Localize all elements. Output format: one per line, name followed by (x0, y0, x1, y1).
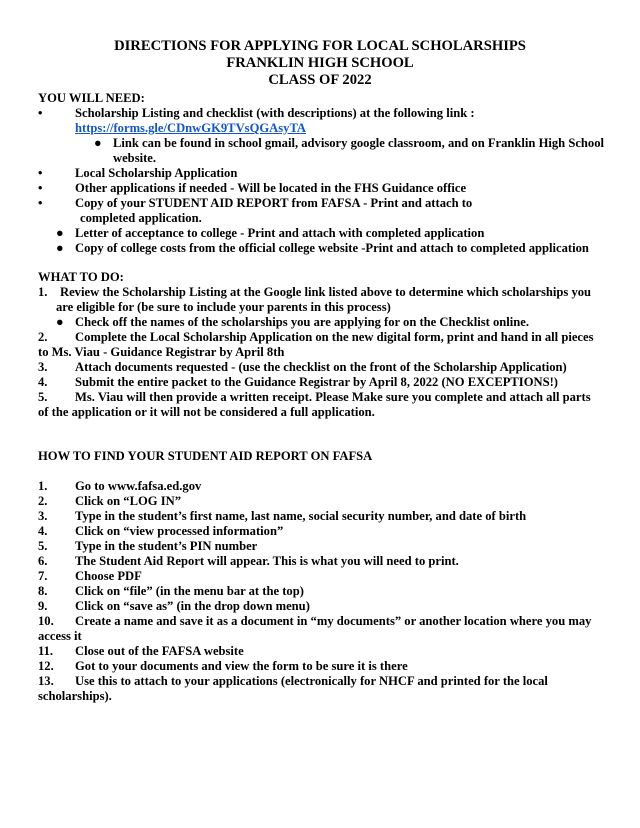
step-number: 3. (38, 360, 48, 374)
todo-step-5-cont: of the application or it will not be considered a full application. (38, 405, 375, 419)
need-item-sar: Copy of your STUDENT AID REPORT from FAFSA - Print and attach to (75, 196, 473, 210)
step-number: 5. (38, 539, 48, 553)
fafsa-step: Click on “view processed information” (75, 524, 284, 538)
todo-step-1-sub: Check off the names of the scholarships you are applying for on the Checklist online. (75, 315, 529, 329)
sub-bullet: ● (56, 226, 64, 240)
need-item-acceptance: Letter of acceptance to college - Print and attach with completed application (75, 226, 485, 240)
need-sub-item-cont: website. (113, 151, 157, 165)
bullet: • (38, 181, 43, 195)
step-number: 13. (38, 674, 54, 688)
fafsa-heading: HOW TO FIND YOUR STUDENT AID REPORT ON FAFSA (38, 449, 373, 463)
step-number: 5. (38, 390, 48, 404)
step-number: 10. (38, 614, 54, 628)
fafsa-step: Type in the student’s first name, last name, social security number, and date of birth (75, 509, 527, 523)
step-number: 4. (38, 524, 48, 538)
bullet: • (38, 166, 43, 180)
step-number: 6. (38, 554, 48, 568)
step-number: 2. (38, 330, 48, 344)
need-sub-item: Link can be found in school gmail, advisory google classroom, and on Franklin High School (113, 136, 605, 150)
fafsa-step: Got to your documents and view the form to be sure it is there (75, 659, 408, 673)
fafsa-step: Close out of the FAFSA website (75, 644, 244, 658)
need-heading: YOU WILL NEED: (38, 91, 145, 105)
bullet: • (38, 196, 43, 210)
need-item-listing: Scholarship Listing and checklist (with descriptions) at the following link : (75, 106, 475, 120)
sub-bullet: ● (56, 241, 64, 255)
step-number: 4. (38, 375, 48, 389)
bullet: • (38, 106, 43, 120)
need-item-sar-cont: completed application. (80, 211, 202, 225)
todo-step-3: Attach documents requested - (use the checklist on the front of the Scholarship Application) (75, 360, 567, 374)
document-title: DIRECTIONS FOR APPLYING FOR LOCAL SCHOLARSHIPS (114, 38, 526, 54)
scholarship-form-link[interactable]: https://forms.gle/CDnwGK9TVsQGAsyTA (75, 121, 307, 135)
fafsa-step: Use this to attach to your applications (electronically for NHCF and printed for the local (75, 674, 548, 688)
todo-step-2: Complete the Local Scholarship Application on the new digital form, print and hand in all pieces (75, 330, 594, 344)
fafsa-step: Go to www.fafsa.ed.gov (75, 479, 202, 493)
fafsa-step: Click on “file” (in the menu bar at the top) (75, 584, 304, 598)
need-item-application: Local Scholarship Application (75, 166, 238, 180)
step-number: 1. (38, 285, 48, 299)
need-item-other: Other applications if needed - Will be located in the FHS Guidance office (75, 181, 467, 195)
step-number: 7. (38, 569, 48, 583)
fafsa-step: Click on “save as” (in the drop down menu) (75, 599, 310, 613)
fafsa-step: Type in the student’s PIN number (75, 539, 258, 553)
fafsa-step-cont: scholarships). (38, 689, 112, 703)
step-number: 2. (38, 494, 48, 508)
fafsa-step-cont: access it (38, 629, 82, 643)
todo-step-2-cont: to Ms. Viau - Guidance Registrar by April 8th (38, 345, 285, 359)
class-year: CLASS OF 2022 (268, 72, 372, 88)
fafsa-step: Choose PDF (75, 569, 142, 583)
fafsa-step: Click on “LOG IN” (75, 494, 182, 508)
todo-step-1-cont: are eligible for (be sure to include your parents in this process) (56, 300, 391, 314)
todo-step-1: Review the Scholarship Listing at the Google link listed above to determine which scholarships you (60, 285, 592, 299)
step-number: 3. (38, 509, 48, 523)
step-number: 1. (38, 479, 48, 493)
school-name: FRANKLIN HIGH SCHOOL (226, 55, 414, 71)
fafsa-step: The Student Aid Report will appear. This is what you will need to print. (75, 554, 459, 568)
fafsa-step: Create a name and save it as a document in “my documents” or another location where you may (75, 614, 592, 628)
step-number: 8. (38, 584, 48, 598)
step-number: 11. (38, 644, 54, 658)
step-number: 12. (38, 659, 54, 673)
todo-heading: WHAT TO DO: (38, 270, 124, 284)
step-number: 9. (38, 599, 48, 613)
sub-bullet: ● (56, 315, 64, 329)
sub-bullet: ● (94, 136, 102, 150)
need-item-costs: Copy of college costs from the official college website -Print and attach to completed application (75, 241, 589, 255)
todo-step-4: Submit the entire packet to the Guidance Registrar by April 8, 2022 (NO EXCEPTIONS!) (75, 375, 558, 389)
todo-step-5: Ms. Viau will then provide a written receipt. Please Make sure you complete and attach all parts (75, 390, 591, 404)
